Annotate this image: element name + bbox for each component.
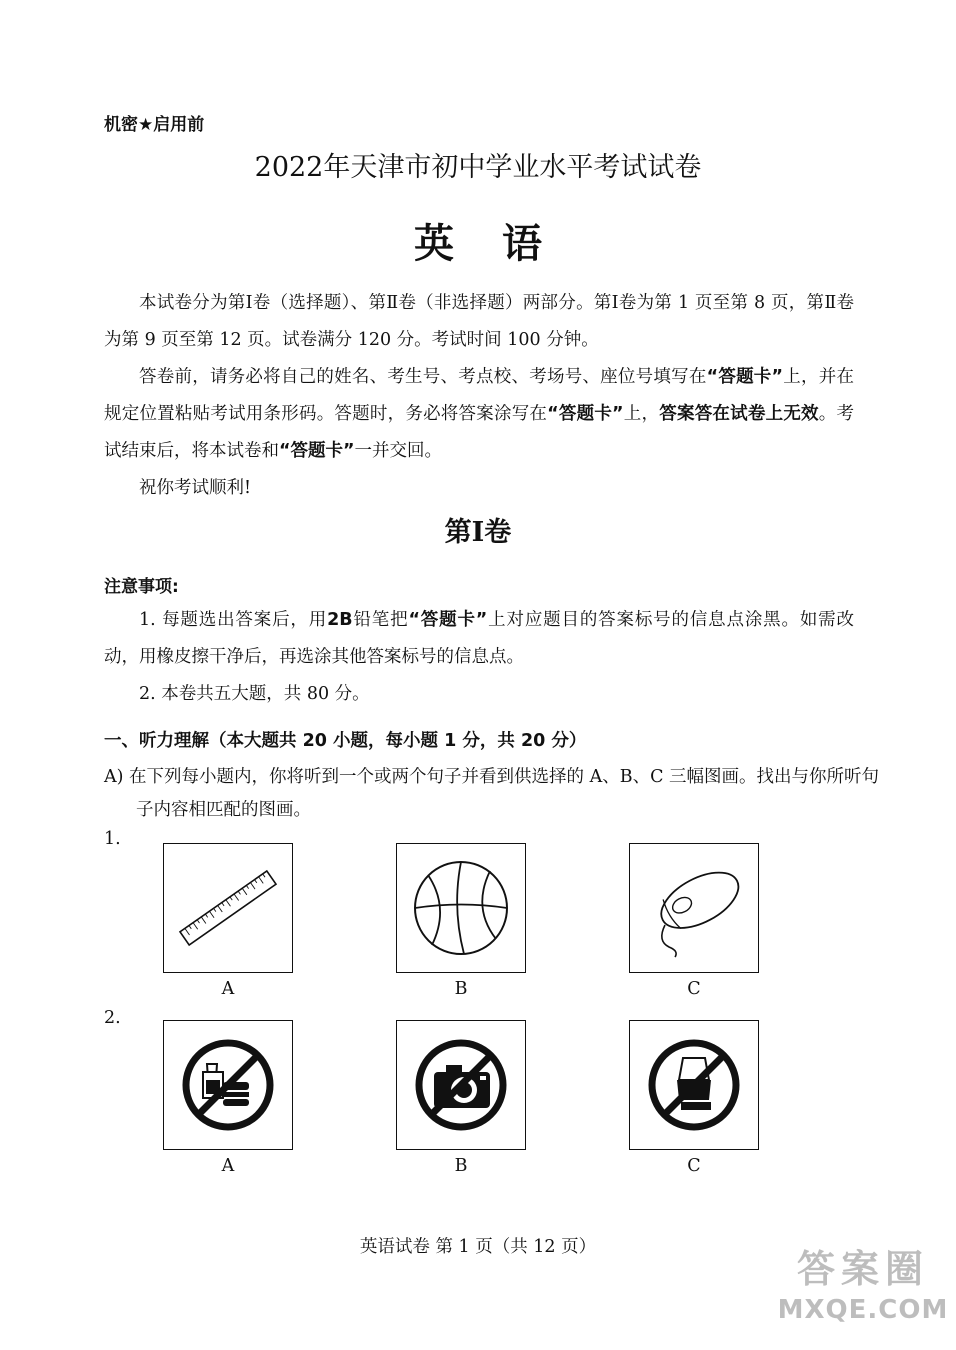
basketball-icon bbox=[406, 853, 516, 963]
page-footer: 英语试卷 第 1 页（共 12 页） bbox=[359, 1237, 597, 1257]
intro-text: 。考试结束后，将本试卷和 bbox=[104, 404, 855, 461]
option-label-b: B bbox=[454, 1156, 468, 1176]
note-2: 2. 本卷共五大题，共 80 分。 bbox=[139, 684, 370, 704]
no-camera-icon bbox=[406, 1030, 516, 1140]
intro-text: 答卷前，请务必将自己的姓名、考生号、考点校、考场号、座位号填写在 bbox=[139, 367, 707, 387]
answer-card-emphasis: “答题卡” bbox=[279, 441, 355, 461]
intro-paragraph-1: 本试卷分为第Ⅰ卷（选择题）、第Ⅱ卷（非选择题）两部分。第Ⅰ卷为第 1 页至第 8 页，第Ⅱ卷为第 9 页至第 12 页。试卷满分 120 分。考试时间 100 分钟。 bbox=[104, 293, 854, 350]
section-title: 第Ⅰ卷 bbox=[444, 517, 512, 548]
option-picture-b bbox=[396, 1020, 526, 1150]
intro-paragraph-2 bbox=[104, 359, 854, 470]
watermark-text: 答案圈 bbox=[796, 1247, 929, 1291]
pencil-type: 2B bbox=[327, 610, 353, 630]
question-number: 2. bbox=[104, 1008, 121, 1028]
notes-heading: 注意事项: bbox=[104, 577, 179, 597]
computer-mouse-icon bbox=[639, 853, 749, 963]
no-littering-icon bbox=[639, 1030, 749, 1140]
no-food-drink-icon bbox=[173, 1030, 283, 1140]
option-label-b: B bbox=[454, 979, 468, 999]
intro-text: 上，并在规定位置粘贴考试用条形码。答题时，务必将答案涂写在 bbox=[104, 367, 854, 424]
confidential-label: 机密★启用前 bbox=[104, 115, 205, 135]
note-text: 铅笔把 bbox=[352, 610, 409, 630]
option-label-a: A bbox=[221, 1156, 235, 1176]
option-picture-c bbox=[629, 843, 759, 973]
listening-instruction: A) 在下列每小题内，你将听到一个或两个句子并看到供选择的 A、B、C 三幅图画。找出与你所听句子内容相匹配的图画。 bbox=[104, 767, 880, 820]
answer-card-emphasis: “答题卡” bbox=[408, 610, 488, 630]
answer-card-emphasis: “答题卡” bbox=[706, 367, 784, 387]
ruler-icon bbox=[173, 853, 283, 963]
invalid-answer-warning: 答案答在试卷上无效 bbox=[659, 404, 819, 424]
option-picture-c bbox=[629, 1020, 759, 1150]
listening-part-title: 一、听力理解（本大题共 20 小题，每小题 1 分，共 20 分） bbox=[104, 731, 587, 751]
option-label-c: C bbox=[687, 979, 701, 999]
intro-text: 上， bbox=[623, 404, 660, 424]
good-luck-line: 祝你考试顺利! bbox=[139, 478, 252, 498]
answer-card-emphasis: “答题卡” bbox=[547, 404, 624, 424]
option-picture-a bbox=[163, 843, 293, 973]
watermark bbox=[770, 1245, 956, 1350]
note-text: 1. 每题选出答案后，用 bbox=[139, 610, 328, 630]
intro-text: 一并交回。 bbox=[354, 441, 443, 461]
watermark-url: MXQE.COM bbox=[777, 1295, 949, 1325]
note-1 bbox=[104, 602, 854, 676]
option-picture-b bbox=[396, 843, 526, 973]
note-text: 上对应题目的答案标号的信息点涂黑。如需改动，用橡皮擦干净后，再选涂其他答案标号的信息点。 bbox=[104, 610, 854, 667]
question-number: 1. bbox=[104, 829, 121, 849]
subject-title: 英语 bbox=[414, 220, 590, 267]
option-label-a: A bbox=[221, 979, 235, 999]
option-picture-a bbox=[163, 1020, 293, 1150]
option-label-c: C bbox=[687, 1156, 701, 1176]
exam-title: 2022年天津市初中学业水平考试试卷 bbox=[254, 152, 702, 183]
